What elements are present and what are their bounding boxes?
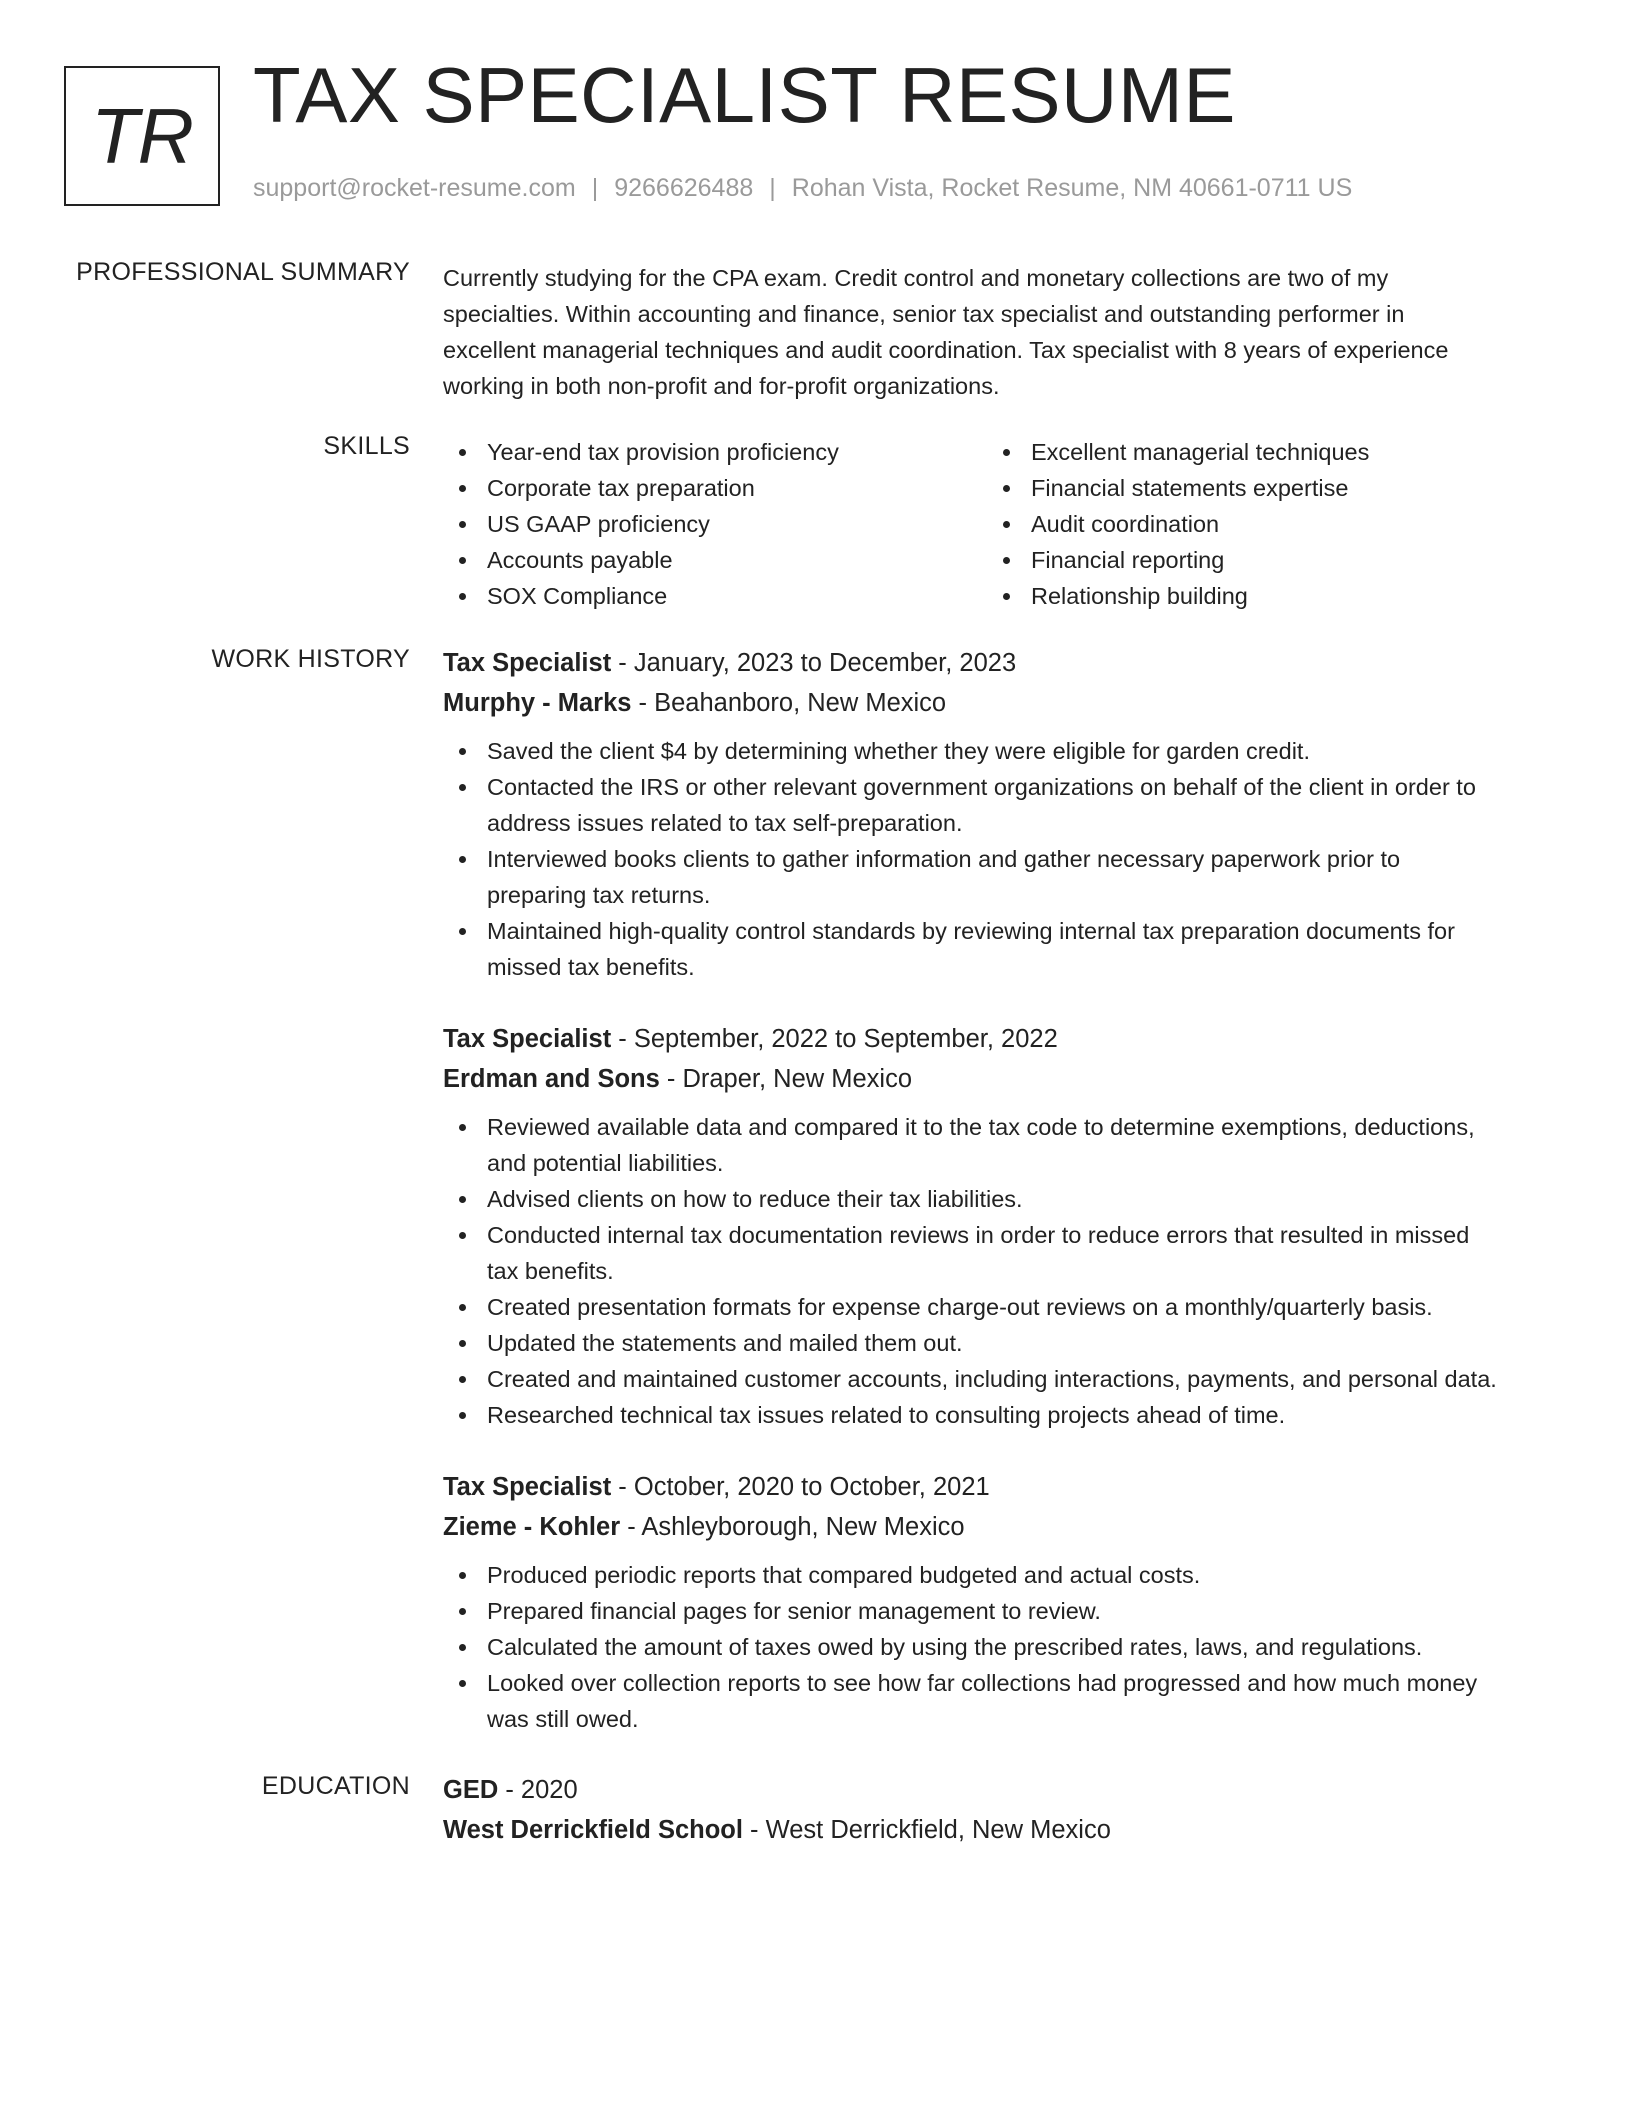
education-location: - West Derrickfield, New Mexico <box>742 1816 1111 1844</box>
contact-phone[interactable]: 9266626488 <box>614 174 754 202</box>
skills-list-left <box>443 434 987 614</box>
bullet-line: Created and maintained customer accounts, including interactions, payments, and personal data. <box>487 1366 1497 1392</box>
job-dates: - October, 2020 to October, 2021 <box>611 1473 990 1501</box>
job-title-line <box>443 1467 1563 1507</box>
bullet-line: preparing tax returns. <box>487 882 711 908</box>
bullet-line: Prepared financial pages for senior management to review. <box>487 1598 1101 1624</box>
skill-item: Financial statements expertise <box>987 470 1369 506</box>
job-bullet <box>443 1397 1563 1433</box>
education-degree: GED <box>443 1776 499 1804</box>
bullet-line: Conducted internal tax documentation reviews in order to reduce errors that resulted in missed <box>487 1222 1470 1248</box>
skill-item: Financial reporting <box>987 542 1369 578</box>
summary-text <box>443 260 1563 404</box>
skill-item: Relationship building <box>987 578 1369 614</box>
job-bullets <box>443 1109 1563 1433</box>
bullet-line: tax benefits. <box>487 1258 614 1284</box>
job-company-line <box>443 683 1563 723</box>
summary-heading: PROFESSIONAL SUMMARY <box>76 258 410 286</box>
job-company: Erdman and Sons <box>443 1065 660 1093</box>
job-location: - Draper, New Mexico <box>659 1065 913 1093</box>
job-company-line <box>443 1507 1563 1547</box>
job-location: - Ashleyborough, New Mexico <box>620 1513 965 1541</box>
summary-line: specialties. Within accounting and finance, senior tax specialist and outstanding performer in <box>443 301 1405 327</box>
job-title-line <box>443 643 1563 683</box>
education-school: West Derrickfield School <box>443 1816 743 1844</box>
job-bullet <box>443 1289 1563 1325</box>
skill-item: Year-end tax provision proficiency <box>443 434 987 470</box>
job-company: Zieme - Kohler <box>443 1513 621 1541</box>
bullet-line: Looked over collection reports to see how far collections had progressed and how much money <box>487 1670 1478 1696</box>
job-bullet <box>443 769 1563 841</box>
job-bullet <box>443 1325 1563 1361</box>
contact-line <box>253 174 1352 203</box>
job-bullet <box>443 1181 1563 1217</box>
job-dates: - January, 2023 to December, 2023 <box>611 649 1017 677</box>
job-company-line <box>443 1059 1563 1099</box>
job-bullet <box>443 733 1563 769</box>
job-entry <box>443 643 1563 985</box>
skills-body <box>443 434 1563 614</box>
skill-item: Corporate tax preparation <box>443 470 987 506</box>
bullet-line: Updated the statements and mailed them out. <box>487 1330 963 1356</box>
job-bullet <box>443 1217 1563 1289</box>
contact-address: Rohan Vista, Rocket Resume, NM 40661-0711 US <box>791 174 1353 202</box>
job-title-line <box>443 1019 1563 1059</box>
job-bullet <box>443 1109 1563 1181</box>
contact-separator: | <box>769 174 776 202</box>
skill-item: Excellent managerial techniques <box>987 434 1369 470</box>
job-bullets <box>443 733 1563 985</box>
contact-separator: | <box>591 174 599 202</box>
job-location: - Beahanboro, New Mexico <box>631 689 947 717</box>
bullet-line: missed tax benefits. <box>487 954 695 980</box>
job-title: Tax Specialist <box>443 1025 612 1053</box>
education-heading: EDUCATION <box>261 1772 410 1800</box>
monogram-box <box>64 66 220 206</box>
job-bullet <box>443 841 1563 913</box>
bullet-line: Reviewed available data and compared it to the tax code to determine exemptions, deductions, <box>487 1114 1475 1140</box>
job-bullet <box>443 1557 1563 1593</box>
contact-email[interactable]: support@rocket-resume.com <box>253 174 576 202</box>
bullet-line: Interviewed books clients to gather information and gather necessary paperwork prior to <box>487 846 1401 872</box>
bullet-line: was still owed. <box>487 1706 639 1732</box>
bullet-line: Contacted the IRS or other relevant government organizations on behalf of the client in order to <box>487 774 1476 800</box>
skill-item: Accounts payable <box>443 542 987 578</box>
education-degree-line <box>443 1770 1563 1810</box>
bullet-line: address issues related to tax self-preparation. <box>487 810 963 836</box>
summary-line: excellent managerial techniques and audit coordination. Tax specialist with 8 years of experience <box>443 337 1449 363</box>
skills-heading: SKILLS <box>323 432 410 460</box>
skill-item: SOX Compliance <box>443 578 987 614</box>
job-entry <box>443 1019 1563 1433</box>
job-title: Tax Specialist <box>443 1473 612 1501</box>
job-bullet <box>443 913 1563 985</box>
skill-item: US GAAP proficiency <box>443 506 987 542</box>
skills-columns <box>443 434 1563 614</box>
resume-title: TAX SPECIALIST RESUME <box>253 51 1236 139</box>
work-history-heading: WORK HISTORY <box>211 645 410 673</box>
summary-line: working in both non-profit and for-profit organizations. <box>443 373 1000 399</box>
education-body <box>443 1770 1563 1850</box>
bullet-line: Calculated the amount of taxes owed by using the prescribed rates, laws, and regulations. <box>487 1634 1423 1660</box>
education-school-line <box>443 1810 1563 1850</box>
job-entry <box>443 1467 1563 1737</box>
skills-list-right <box>987 434 1369 614</box>
job-bullets <box>443 1557 1563 1737</box>
bullet-line: Produced periodic reports that compared budgeted and actual costs. <box>487 1562 1201 1588</box>
job-dates: - September, 2022 to September, 2022 <box>611 1025 1058 1053</box>
bullet-line: Saved the client $4 by determining whether they were eligible for garden credit. <box>487 738 1310 764</box>
education-year: - 2020 <box>498 1776 578 1804</box>
bullet-line: Researched technical tax issues related to consulting projects ahead of time. <box>487 1402 1286 1428</box>
job-company: Murphy - Marks <box>443 689 632 717</box>
summary-body <box>443 260 1563 404</box>
job-title: Tax Specialist <box>443 649 612 677</box>
monogram-initials: TR <box>91 91 193 180</box>
job-bullet <box>443 1361 1563 1397</box>
job-bullet <box>443 1629 1563 1665</box>
bullet-line: Advised clients on how to reduce their tax liabilities. <box>487 1186 1023 1212</box>
skill-item: Audit coordination <box>987 506 1369 542</box>
bullet-line: Maintained high-quality control standards by reviewing internal tax preparation documents for <box>487 918 1455 944</box>
bullet-line: Created presentation formats for expense charge-out reviews on a monthly/quarterly basis. <box>487 1294 1433 1320</box>
job-bullet <box>443 1593 1563 1629</box>
summary-line: Currently studying for the CPA exam. Credit control and monetary collections are two of my <box>443 265 1389 291</box>
bullet-line: and potential liabilities. <box>487 1150 724 1176</box>
job-bullet <box>443 1665 1563 1737</box>
